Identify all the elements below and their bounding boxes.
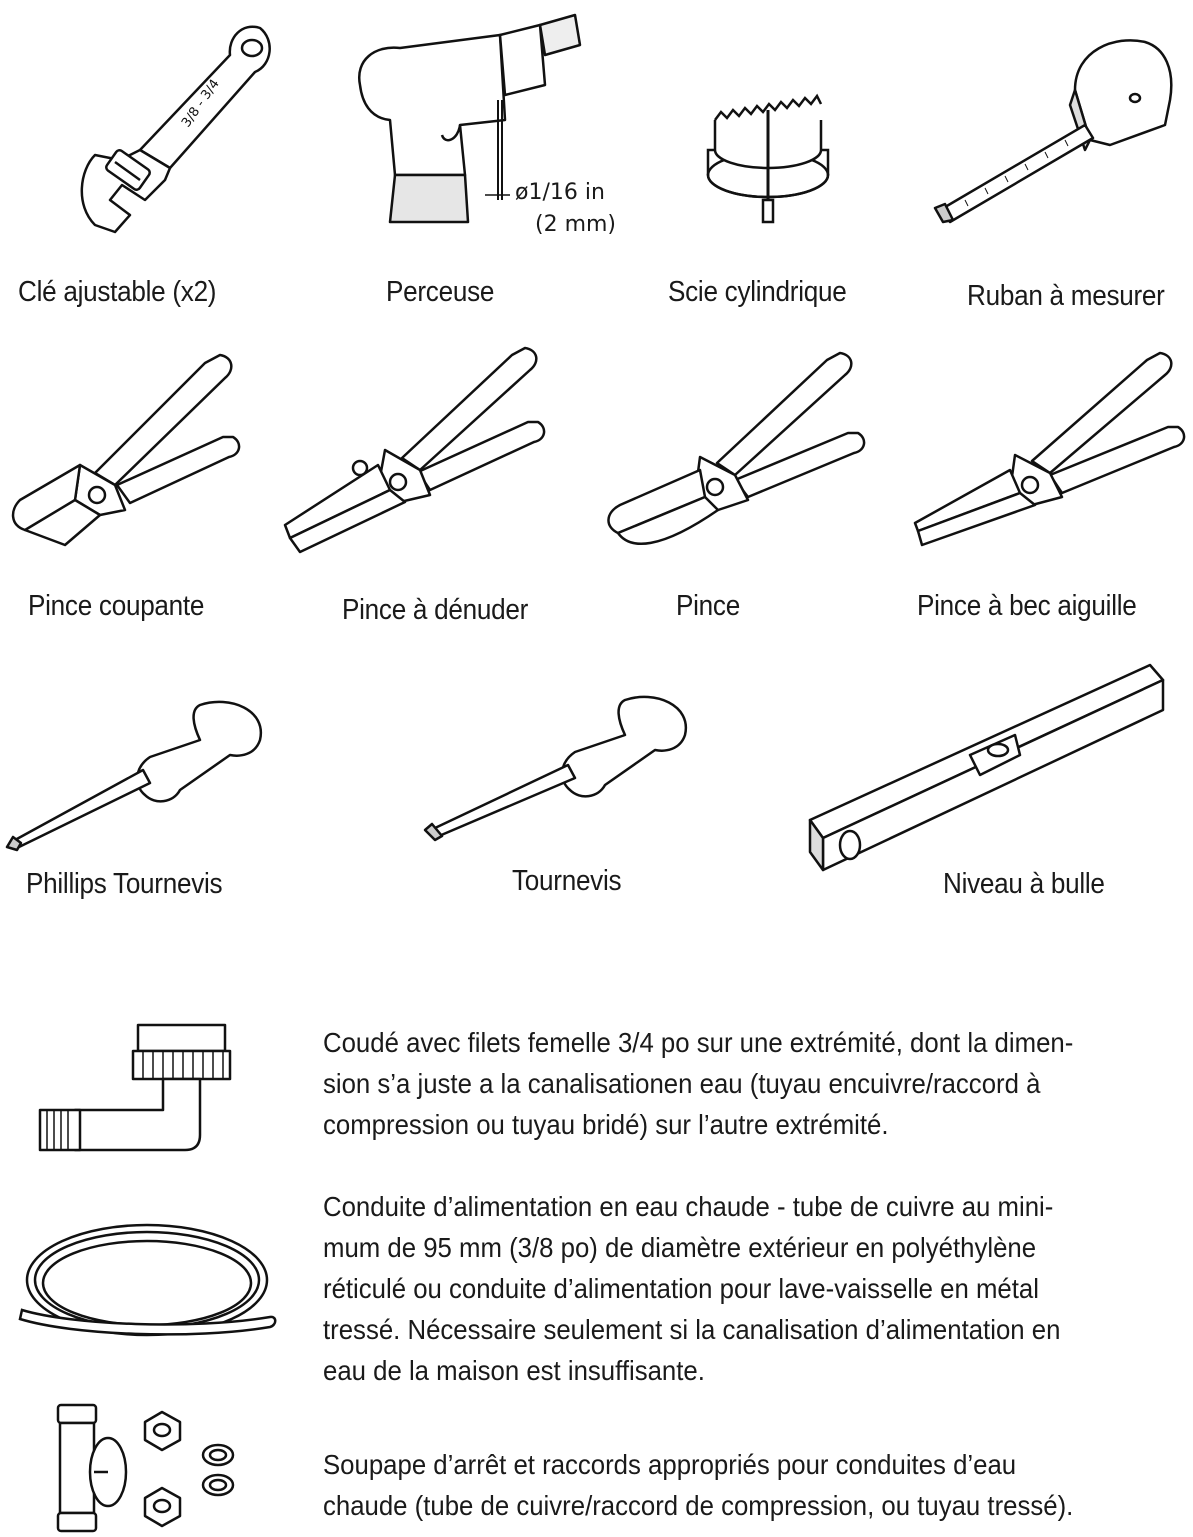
part-elbow-description xyxy=(323,1022,1087,1145)
label-adjustable-wrench: Clé ajustable (x2) xyxy=(18,276,217,308)
valve-desc-line: Soupape d’arrêt et raccords appropriés pour conduites d’eau xyxy=(323,1449,1017,1480)
needle-nose-pliers-icon xyxy=(910,345,1190,560)
label-cutting-pliers: Pince coupante xyxy=(28,590,205,622)
tool-cutting-pliers xyxy=(5,345,245,550)
supply-desc-line: réticulé ou conduite d’alimentation pour lave-vaisselle en métal xyxy=(323,1273,1039,1304)
part-supply-line-description xyxy=(323,1186,1087,1391)
drill-bit-metric: (2 mm) xyxy=(535,212,617,237)
label-spirit-level: Niveau à bulle xyxy=(943,868,1105,900)
pliers-icon xyxy=(600,345,870,555)
tool-drill xyxy=(350,0,630,240)
tool-wire-stripper xyxy=(280,340,550,555)
tool-flat-screwdriver xyxy=(420,690,695,845)
phillips-screwdriver-icon xyxy=(5,695,270,855)
adjustable-wrench-icon xyxy=(60,10,280,240)
supply-desc-line: eau de la maison est insuffisante. xyxy=(323,1355,705,1386)
wire-stripper-icon xyxy=(280,340,550,555)
tool-hole-saw xyxy=(700,90,840,230)
tool-spirit-level xyxy=(805,660,1170,880)
label-pliers: Pince xyxy=(676,590,740,622)
tool-phillips-screwdriver xyxy=(5,695,270,855)
tool-needle-nose-pliers xyxy=(910,345,1190,560)
hole-saw-icon xyxy=(700,90,840,230)
label-flat-screwdriver: Tournevis xyxy=(512,865,622,897)
coiled-tube-icon xyxy=(12,1215,277,1350)
supply-desc-line: Conduite d’alimentation en eau chaude - tube de cuivre au mini- xyxy=(323,1191,1054,1222)
tool-tape-measure xyxy=(925,30,1175,230)
shutoff-valve-icon xyxy=(50,1400,250,1535)
wrench-engraving: 3/8 - 3/4 xyxy=(178,76,223,131)
part-supply-line xyxy=(12,1215,277,1350)
label-hole-saw: Scie cylindrique xyxy=(668,276,847,308)
cutting-pliers-icon xyxy=(5,345,245,550)
label-drill: Perceuse xyxy=(386,276,495,308)
label-needle-nose-pliers: Pince à bec aiguille xyxy=(917,590,1137,622)
elbow-desc-line: sion s’a juste a la canalisationen eau (tuyau encuivre/raccord à xyxy=(323,1068,1041,1099)
valve-desc-line: chaude (tube de cuivre/raccord de compression, ou tuyau tressé). xyxy=(323,1490,1074,1521)
elbow-fitting-icon xyxy=(35,1020,235,1160)
spirit-level-icon xyxy=(805,660,1170,880)
part-shutoff-valve-description xyxy=(323,1444,1087,1526)
flat-screwdriver-icon xyxy=(420,690,695,845)
label-phillips-screwdriver: Phillips Tournevis xyxy=(26,868,223,900)
part-elbow xyxy=(35,1020,235,1160)
drill-bit-size: ø1/16 in xyxy=(515,180,605,205)
supply-desc-line: mum de 95 mm (3/8 po) de diamètre extérieur en polyéthylène xyxy=(323,1232,1037,1263)
tool-adjustable-wrench xyxy=(60,10,280,240)
tool-pliers xyxy=(600,345,870,555)
label-tape-measure: Ruban à mesurer xyxy=(967,280,1165,312)
elbow-desc-line: Coudé avec filets femelle 3/4 po sur une extrémité, dont la dimen- xyxy=(323,1027,1074,1058)
supply-desc-line: tressé. Nécessaire seulement si la canalisation d’alimentation en xyxy=(323,1314,1061,1345)
part-shutoff-valve xyxy=(50,1400,250,1535)
tape-measure-icon xyxy=(925,30,1175,230)
elbow-desc-line: compression ou tuyau bridé) sur l’autre extrémité. xyxy=(323,1109,889,1140)
label-wire-stripper: Pince à dénuder xyxy=(342,594,529,626)
